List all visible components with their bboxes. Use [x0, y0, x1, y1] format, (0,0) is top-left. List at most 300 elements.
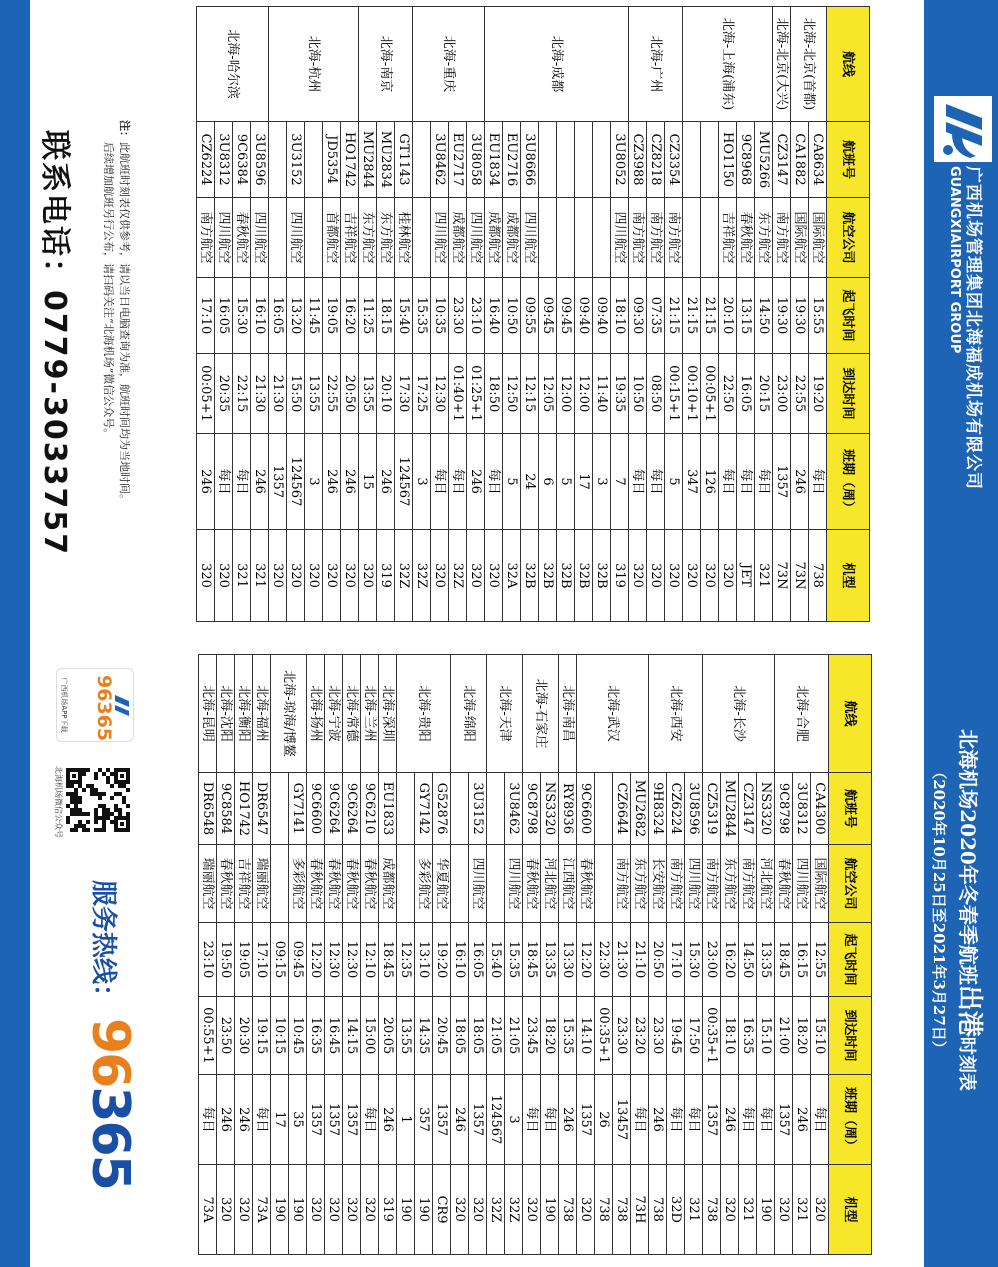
arr-cell: 17:25: [413, 354, 431, 434]
dep-cell: 13:35: [757, 923, 775, 997]
arr-cell: 10:50: [629, 354, 647, 434]
days-cell: 每日: [719, 434, 737, 530]
arr-cell: 16:35: [739, 997, 757, 1075]
arr-cell: 15:50: [287, 354, 305, 434]
airline-cell: 南方航空: [629, 198, 647, 278]
flight-cell: [593, 122, 611, 198]
flight-cell: 9C8798: [523, 773, 541, 845]
plane-cell: 32D: [667, 1165, 685, 1255]
table-row: [341, 7, 359, 622]
plane-cell: 190: [271, 1165, 289, 1255]
days-cell: 每日: [757, 1075, 775, 1165]
airline-cell: [595, 845, 613, 923]
plane-cell: 320: [811, 1165, 829, 1255]
days-cell: 3: [505, 1075, 523, 1165]
dep-cell: 09:45: [557, 278, 575, 354]
airline-cell: 四川航空: [521, 198, 539, 278]
small-brand-icon: [113, 669, 133, 741]
airline-cell: 成都航空: [379, 845, 397, 923]
dep-cell: 15:40: [487, 923, 505, 997]
dep-cell: 15:35: [413, 278, 431, 354]
dep-cell: 09:45: [289, 923, 307, 997]
table-row: [773, 7, 791, 622]
route-cell: 北海-扬州: [307, 655, 325, 773]
flight-cell: CA1882: [791, 122, 809, 198]
dep-cell: 14:50: [755, 278, 773, 354]
plane-cell: 320: [287, 530, 305, 622]
days-cell: 每日: [233, 434, 251, 530]
airline-cell: 春秋航空: [343, 845, 361, 923]
arr-cell: 01:25+1: [467, 354, 485, 434]
airline-cell: 长安航空: [649, 845, 667, 923]
plane-cell: 190: [289, 1165, 307, 1255]
plane-cell: CR9: [433, 1165, 451, 1255]
contact-phone: [36, 130, 80, 556]
airline-cell: [683, 198, 701, 278]
arr-cell: 22:50: [719, 354, 737, 434]
route-cell: 北海-南昌: [559, 655, 577, 773]
route-cell: 北海-武汉: [577, 655, 649, 773]
days-cell: 每日: [485, 434, 503, 530]
plane-cell: 738: [559, 1165, 577, 1255]
company-name-en: GUANGXIAIRPORT GROUP: [947, 166, 962, 354]
plane-cell: 190: [541, 1165, 559, 1255]
title-block: [929, 695, 990, 1125]
plane-cell: 320: [197, 530, 215, 622]
flight-cell: 9C6600: [307, 773, 325, 845]
arr-cell: 14:35: [415, 997, 433, 1075]
airline-cell: [451, 845, 469, 923]
days-cell: 每日: [523, 1075, 541, 1165]
table-header-row: [827, 7, 870, 622]
dep-cell: 15:40: [395, 278, 413, 354]
flight-cell: 9H8324: [649, 773, 667, 845]
days-cell: 246: [451, 1075, 469, 1165]
airline-cell: 东方航空: [631, 845, 649, 923]
airline-cell: 南方航空: [773, 198, 791, 278]
airline-cell: 四川航空: [467, 198, 485, 278]
dep-cell: 15:55: [809, 278, 827, 354]
dep-cell: 13:35: [541, 923, 559, 997]
arr-cell: 12:30: [431, 354, 449, 434]
airline-cell: [575, 198, 593, 278]
arr-cell: 11:40: [593, 354, 611, 434]
airline-cell: 东方航空: [359, 198, 377, 278]
dep-cell: 16:10: [451, 923, 469, 997]
column-header: 起飞时间: [829, 923, 872, 997]
app-logo-caption: 广西机场APP下载: [60, 677, 68, 733]
dep-cell: 16:15: [793, 923, 811, 997]
table-body-right: [199, 655, 829, 1255]
table-row: [811, 655, 829, 1255]
table-row: [343, 655, 361, 1255]
flight-cell: CA4300: [811, 773, 829, 845]
plane-cell: 320: [647, 530, 665, 622]
airline-cell: 春秋航空: [737, 198, 755, 278]
arr-cell: 18:20: [541, 997, 559, 1075]
arr-cell: 00:10+1: [683, 354, 701, 434]
flight-cell: G52876: [433, 773, 451, 845]
plane-cell: 190: [757, 1165, 775, 1255]
plane-cell: 321: [251, 530, 269, 622]
flight-cell: EU2717: [449, 122, 467, 198]
plane-cell: 320: [719, 530, 737, 622]
plane-cell: 320: [701, 530, 719, 622]
plane-cell: 32B: [557, 530, 575, 622]
days-cell: 5: [665, 434, 683, 530]
dep-cell: 16:05: [215, 278, 233, 354]
days-cell: 每日: [739, 1075, 757, 1165]
airline-cell: 四川航空: [431, 198, 449, 278]
airline-cell: 四川航空: [505, 845, 523, 923]
airline-cell: 四川航空: [287, 198, 305, 278]
table-row: [467, 7, 485, 622]
arr-cell: 13:55: [359, 354, 377, 434]
flight-cell: [451, 773, 469, 845]
flight-cell: 3U3152: [469, 773, 487, 845]
days-cell: 17: [271, 1075, 289, 1165]
days-cell: 347: [683, 434, 701, 530]
airline-cell: 成都航空: [449, 198, 467, 278]
dep-cell: 09:45: [539, 278, 557, 354]
dep-cell: 14:50: [739, 923, 757, 997]
dep-cell: 07:35: [647, 278, 665, 354]
dep-cell: 09:40: [575, 278, 593, 354]
arr-cell: 01:40+1: [449, 354, 467, 434]
plane-cell: 320: [217, 1165, 235, 1255]
flight-cell: 3U8462: [431, 122, 449, 198]
plane-cell: 320: [721, 1165, 739, 1255]
airline-cell: 春秋航空: [307, 845, 325, 923]
flight-cell: [557, 122, 575, 198]
dep-cell: 09:30: [629, 278, 647, 354]
hotline-digits: 96365: [80, 1018, 140, 1189]
airline-cell: 四川航空: [469, 845, 487, 923]
days-cell: 357: [415, 1075, 433, 1165]
plane-cell: 320: [577, 1165, 595, 1255]
airline-cell: 春秋航空: [577, 845, 595, 923]
flight-cell: 3U8312: [793, 773, 811, 845]
days-cell: 1357: [325, 1075, 343, 1165]
plane-cell: 320: [323, 530, 341, 622]
column-header: 航班号: [827, 122, 870, 198]
qr-caption: 北海机场微信公众号: [54, 766, 63, 838]
airline-cell: [269, 198, 287, 278]
dep-cell: 19:05: [323, 278, 341, 354]
table-row: [307, 655, 325, 1255]
route-cell: 北海-贵阳: [397, 655, 451, 773]
airline-cell: 春秋航空: [361, 845, 379, 923]
app-logo-number: 96365: [93, 675, 115, 742]
arr-cell: 13:55: [397, 997, 415, 1075]
plane-cell: 73H: [631, 1165, 649, 1255]
arr-cell: 18:05: [469, 997, 487, 1075]
airline-cell: [593, 198, 611, 278]
dep-cell: 16:20: [341, 278, 359, 354]
plane-cell: 320: [305, 530, 323, 622]
airline-cell: [305, 198, 323, 278]
days-cell: 246: [197, 434, 215, 530]
arr-cell: 10:15: [271, 997, 289, 1075]
airline-cell: 东方航空: [755, 198, 773, 278]
airport-group-logo-icon: [934, 96, 992, 162]
airline-cell: 春秋航空: [217, 845, 235, 923]
dep-cell: 16:10: [251, 278, 269, 354]
airline-cell: 南方航空: [667, 845, 685, 923]
flight-cell: [269, 122, 287, 198]
column-header: 航班号: [829, 773, 872, 845]
title-emphasis: 出港: [954, 984, 984, 1037]
dep-cell: 23:30: [449, 278, 467, 354]
plane-cell: 321: [685, 1165, 703, 1255]
days-cell: 每日: [811, 1075, 829, 1165]
plane-cell: 320: [523, 1165, 541, 1255]
dep-cell: 23:10: [467, 278, 485, 354]
plane-cell: 32Z: [505, 1165, 523, 1255]
airline-cell: [397, 845, 415, 923]
flight-cell: 9C6384: [233, 122, 251, 198]
days-cell: 17: [575, 434, 593, 530]
days-cell: 1357: [577, 1075, 595, 1165]
arr-cell: 21:05: [505, 997, 523, 1075]
dep-cell: 15:30: [685, 923, 703, 997]
flight-cell: 3U8666: [521, 122, 539, 198]
dep-cell: 23:00: [703, 923, 721, 997]
days-cell: 246: [559, 1075, 577, 1165]
dep-cell: 21:10: [631, 923, 649, 997]
flight-cell: 3U8596: [251, 122, 269, 198]
title-band: [924, 0, 998, 1267]
route-cell: 北海-琼海/博鳌: [271, 655, 307, 773]
arr-cell: 20:45: [433, 997, 451, 1075]
arr-cell: 20:15: [755, 354, 773, 434]
days-cell: 15: [359, 434, 377, 530]
airline-cell: 成都航空: [485, 198, 503, 278]
dep-cell: 16:05: [269, 278, 287, 354]
arr-cell: 15:10: [811, 997, 829, 1075]
route-cell: 北海-福州: [253, 655, 271, 773]
days-cell: 246: [793, 1075, 811, 1165]
plane-cell: 190: [415, 1165, 433, 1255]
flight-cell: CZ3354: [665, 122, 683, 198]
dep-cell: 17:10: [667, 923, 685, 997]
days-cell: 1357: [307, 1075, 325, 1165]
days-cell: 246: [649, 1075, 667, 1165]
plane-cell: 320: [359, 530, 377, 622]
dep-cell: 18:45: [775, 923, 793, 997]
plane-cell: 32Z: [395, 530, 413, 622]
airline-cell: [487, 845, 505, 923]
arr-cell: 23:00: [773, 354, 791, 434]
days-cell: 每日: [737, 434, 755, 530]
plane-cell: 320: [665, 530, 683, 622]
flight-cell: HO1742: [341, 122, 359, 198]
plane-cell: JET: [737, 530, 755, 622]
dep-cell: 12:10: [361, 923, 379, 997]
arr-cell: 15:00: [361, 997, 379, 1075]
airline-cell: 华夏航空: [433, 845, 451, 923]
route-cell: 北海-北京(首都): [791, 7, 827, 122]
dep-cell: 09:40: [593, 278, 611, 354]
arr-cell: 08:50: [647, 354, 665, 434]
arr-cell: 23:50: [217, 997, 235, 1075]
days-cell: 246: [721, 1075, 739, 1165]
airline-cell: 河北航空: [757, 845, 775, 923]
plane-cell: 320: [325, 1165, 343, 1255]
flight-cell: [305, 122, 323, 198]
days-cell: 1: [397, 1075, 415, 1165]
dep-cell: 16:20: [721, 923, 739, 997]
plane-cell: 319: [611, 530, 629, 622]
days-cell: 3: [305, 434, 323, 530]
plane-cell: 738: [649, 1165, 667, 1255]
plane-cell: 320: [343, 1165, 361, 1255]
arr-cell: 14:15: [343, 997, 361, 1075]
route-cell: 北海-北京(大兴): [773, 7, 791, 122]
table-header-row: [829, 655, 872, 1255]
table-row: [395, 7, 413, 622]
table-row: [665, 7, 683, 622]
arr-cell: 12:05: [539, 354, 557, 434]
flight-cell: [575, 122, 593, 198]
arr-cell: 22:15: [233, 354, 251, 434]
route-cell: 北海-昆明: [199, 655, 217, 773]
arr-cell: 15:35: [559, 997, 577, 1075]
plane-cell: 320: [451, 1165, 469, 1255]
arr-cell: 21:00: [775, 997, 793, 1075]
dep-cell: 12:35: [397, 923, 415, 997]
flight-cell: CZ6644: [613, 773, 631, 845]
column-header: 到达时间: [829, 997, 872, 1075]
arr-cell: 21:30: [269, 354, 287, 434]
flight-cell: HO1742: [235, 773, 253, 845]
table-row: [757, 655, 775, 1255]
column-header: 航线: [829, 655, 872, 773]
column-header: 起飞时间: [827, 278, 870, 354]
arr-cell: 18:10: [721, 997, 739, 1075]
app-logo: [56, 668, 134, 742]
plane-cell: 73A: [199, 1165, 217, 1255]
dep-cell: 11:45: [305, 278, 323, 354]
flight-cell: CA8634: [809, 122, 827, 198]
airline-cell: 春秋航空: [233, 198, 251, 278]
flight-cell: 3U8052: [611, 122, 629, 198]
contact-number: 0779-3033757: [37, 290, 72, 557]
dep-cell: 20:10: [719, 278, 737, 354]
airline-cell: 吉祥航空: [235, 845, 253, 923]
airline-cell: 南方航空: [613, 845, 631, 923]
flight-cell: 3U3152: [287, 122, 305, 198]
arr-cell: 20:30: [235, 997, 253, 1075]
flight-cell: 9C6210: [361, 773, 379, 845]
table-row: [361, 655, 379, 1255]
plane-cell: 320: [467, 530, 485, 622]
route-cell: 北海-合肥: [775, 655, 829, 773]
dep-cell: 13:20: [287, 278, 305, 354]
plane-cell: 32B: [521, 530, 539, 622]
plane-cell: 320: [629, 530, 647, 622]
bottom-band: [0, 0, 30, 1267]
table-row: [253, 655, 271, 1255]
days-cell: 每日: [431, 434, 449, 530]
plane-cell: 738: [809, 530, 827, 622]
plane-cell: 320: [269, 530, 287, 622]
dep-cell: 18:15: [377, 278, 395, 354]
days-cell: 246: [235, 1075, 253, 1165]
flight-cell: [487, 773, 505, 845]
flight-cell: DR6547: [253, 773, 271, 845]
airline-cell: 南方航空: [647, 198, 665, 278]
plane-cell: 321: [233, 530, 251, 622]
plane-cell: 321: [793, 1165, 811, 1255]
route-cell: 北海-兰州: [361, 655, 379, 773]
header-area: [894, 0, 998, 1267]
plane-cell: 73A: [253, 1165, 271, 1255]
title-part-1: 北海机场2020年冬春季航班: [956, 729, 980, 985]
dep-cell: 15:30: [233, 278, 251, 354]
days-cell: 每日: [449, 434, 467, 530]
plane-cell: 738: [595, 1165, 613, 1255]
airline-cell: 春秋航空: [325, 845, 343, 923]
days-cell: 24: [521, 434, 539, 530]
days-cell: 246: [217, 1075, 235, 1165]
arr-cell: 19:45: [667, 997, 685, 1075]
arr-cell: 16:05: [737, 354, 755, 434]
table-row: [685, 655, 703, 1255]
days-cell: 每日: [809, 434, 827, 530]
days-cell: 246: [377, 434, 395, 530]
arr-cell: 00:35+1: [595, 997, 613, 1075]
arr-cell: 00:05+1: [701, 354, 719, 434]
flight-cell: 9C8798: [775, 773, 793, 845]
table-row: [235, 655, 253, 1255]
arr-cell: 20:50: [341, 354, 359, 434]
flight-cell: DR6548: [199, 773, 217, 845]
days-cell: 124567: [395, 434, 413, 530]
airline-cell: [557, 198, 575, 278]
footnote-label: 注：: [118, 120, 131, 142]
dep-cell: 16:05: [469, 923, 487, 997]
airline-cell: 南方航空: [665, 198, 683, 278]
page-title: [953, 695, 990, 1125]
dep-cell: 21:30: [613, 923, 631, 997]
table-row: [505, 655, 523, 1255]
column-header: 到达时间: [827, 354, 870, 434]
arr-cell: 10:45: [289, 997, 307, 1075]
flight-cell: [701, 122, 719, 198]
flight-cell: CZ3147: [773, 122, 791, 198]
arr-cell: 18:50: [485, 354, 503, 434]
flight-cell: JD5354: [323, 122, 341, 198]
days-cell: 每日: [685, 1075, 703, 1165]
page-subtitle: （2020年10月25日至2021年3月27日）: [930, 764, 948, 1056]
flight-cell: [595, 773, 613, 845]
arr-cell: 12:00: [575, 354, 593, 434]
arr-cell: 19:15: [253, 997, 271, 1075]
departure-table-left: [196, 6, 870, 622]
dep-cell: 15:35: [505, 923, 523, 997]
flight-cell: [271, 773, 289, 845]
plane-cell: 32A: [503, 530, 521, 622]
column-header: 班期（周）: [829, 1075, 872, 1165]
dep-cell: 12:30: [325, 923, 343, 997]
arr-cell: 16:35: [307, 997, 325, 1075]
arr-cell: 21:05: [487, 997, 505, 1075]
days-cell: 每日: [541, 1075, 559, 1165]
column-header: 航空公司: [827, 198, 870, 278]
airline-cell: 多彩航空: [289, 845, 307, 923]
days-cell: 1357: [773, 434, 791, 530]
